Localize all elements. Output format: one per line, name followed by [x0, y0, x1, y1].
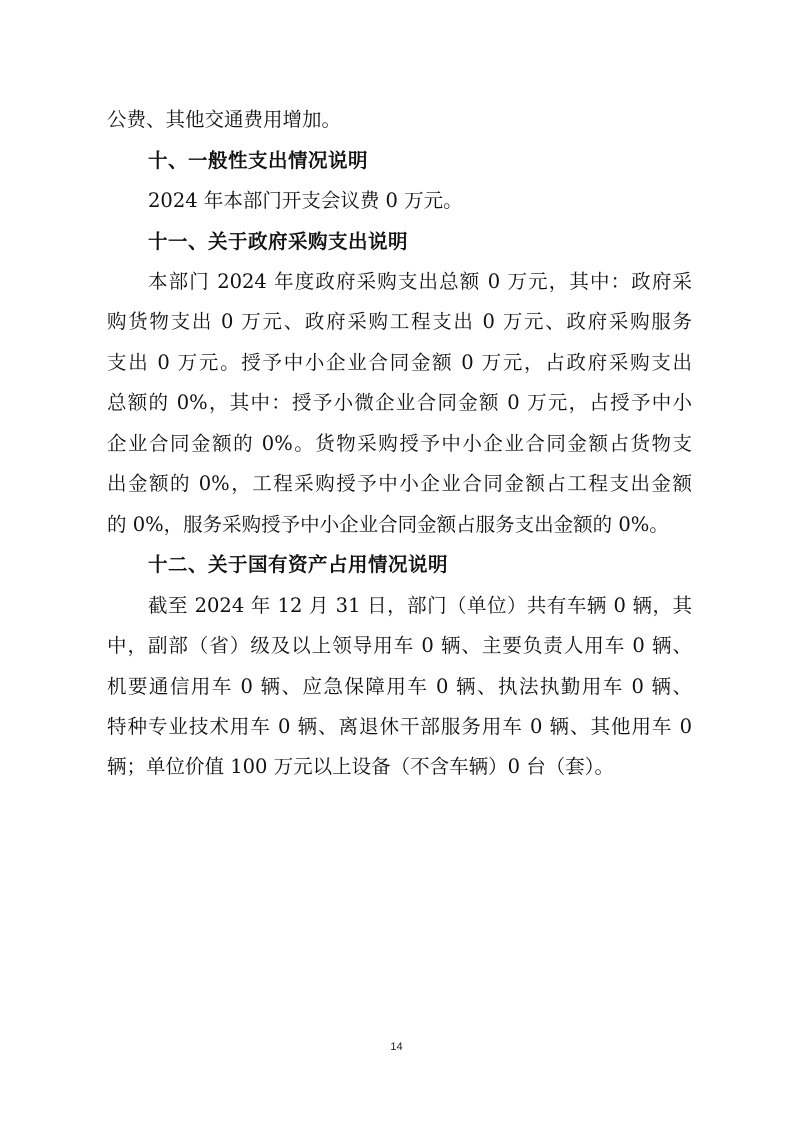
section-10-heading: 十、一般性支出情况说明	[148, 149, 369, 172]
paragraph-line: 企业合同金额的 0%。货物采购授予中小企业合同金额占货物支	[107, 432, 692, 455]
paragraph-line: 本部门 2024 年度政府采购支出总额 0 万元，其中：政府采	[148, 270, 692, 293]
paragraph-line: 机要通信用车 0 辆、应急保障用车 0 辆、执法执勤用车 0 辆、	[107, 675, 692, 698]
continued-paragraph-line: 公费、其他交通费用增加。	[107, 108, 342, 131]
paragraph-line: 辆；单位价值 100 万元以上设备（不含车辆）0 台（套）。	[107, 755, 614, 778]
section-11-heading: 十一、关于政府采购支出说明	[148, 230, 409, 253]
page-number: 14	[390, 1041, 403, 1053]
paragraph-line: 总额的 0%，其中：授予小微企业合同金额 0 万元，占授予中小	[107, 391, 692, 414]
section-10-text: 2024 年本部门开支会议费 0 万元。	[148, 189, 463, 212]
paragraph-line: 特种专业技术用车 0 辆、离退休干部服务用车 0 辆、其他用车 0	[107, 715, 692, 738]
paragraph-line: 购货物支出 0 万元、政府采购工程支出 0 万元、政府采购服务	[107, 310, 692, 333]
paragraph-line: 出金额的 0%，工程采购授予中小企业合同金额占工程支出金额	[107, 472, 692, 495]
paragraph-line: 的 0%，服务采购授予中小企业合同金额占服务支出金额的 0%。	[107, 513, 669, 536]
paragraph-line: 支出 0 万元。授予中小企业合同金额 0 万元，占政府采购支出	[107, 351, 692, 374]
paragraph-line: 中，副部（省）级及以上领导用车 0 辆、主要负责人用车 0 辆、	[107, 634, 692, 657]
paragraph-line: 截至 2024 年 12 月 31 日，部门（单位）共有车辆 0 辆，其	[148, 594, 692, 617]
section-12-heading: 十二、关于国有资产占用情况说明	[148, 553, 449, 576]
